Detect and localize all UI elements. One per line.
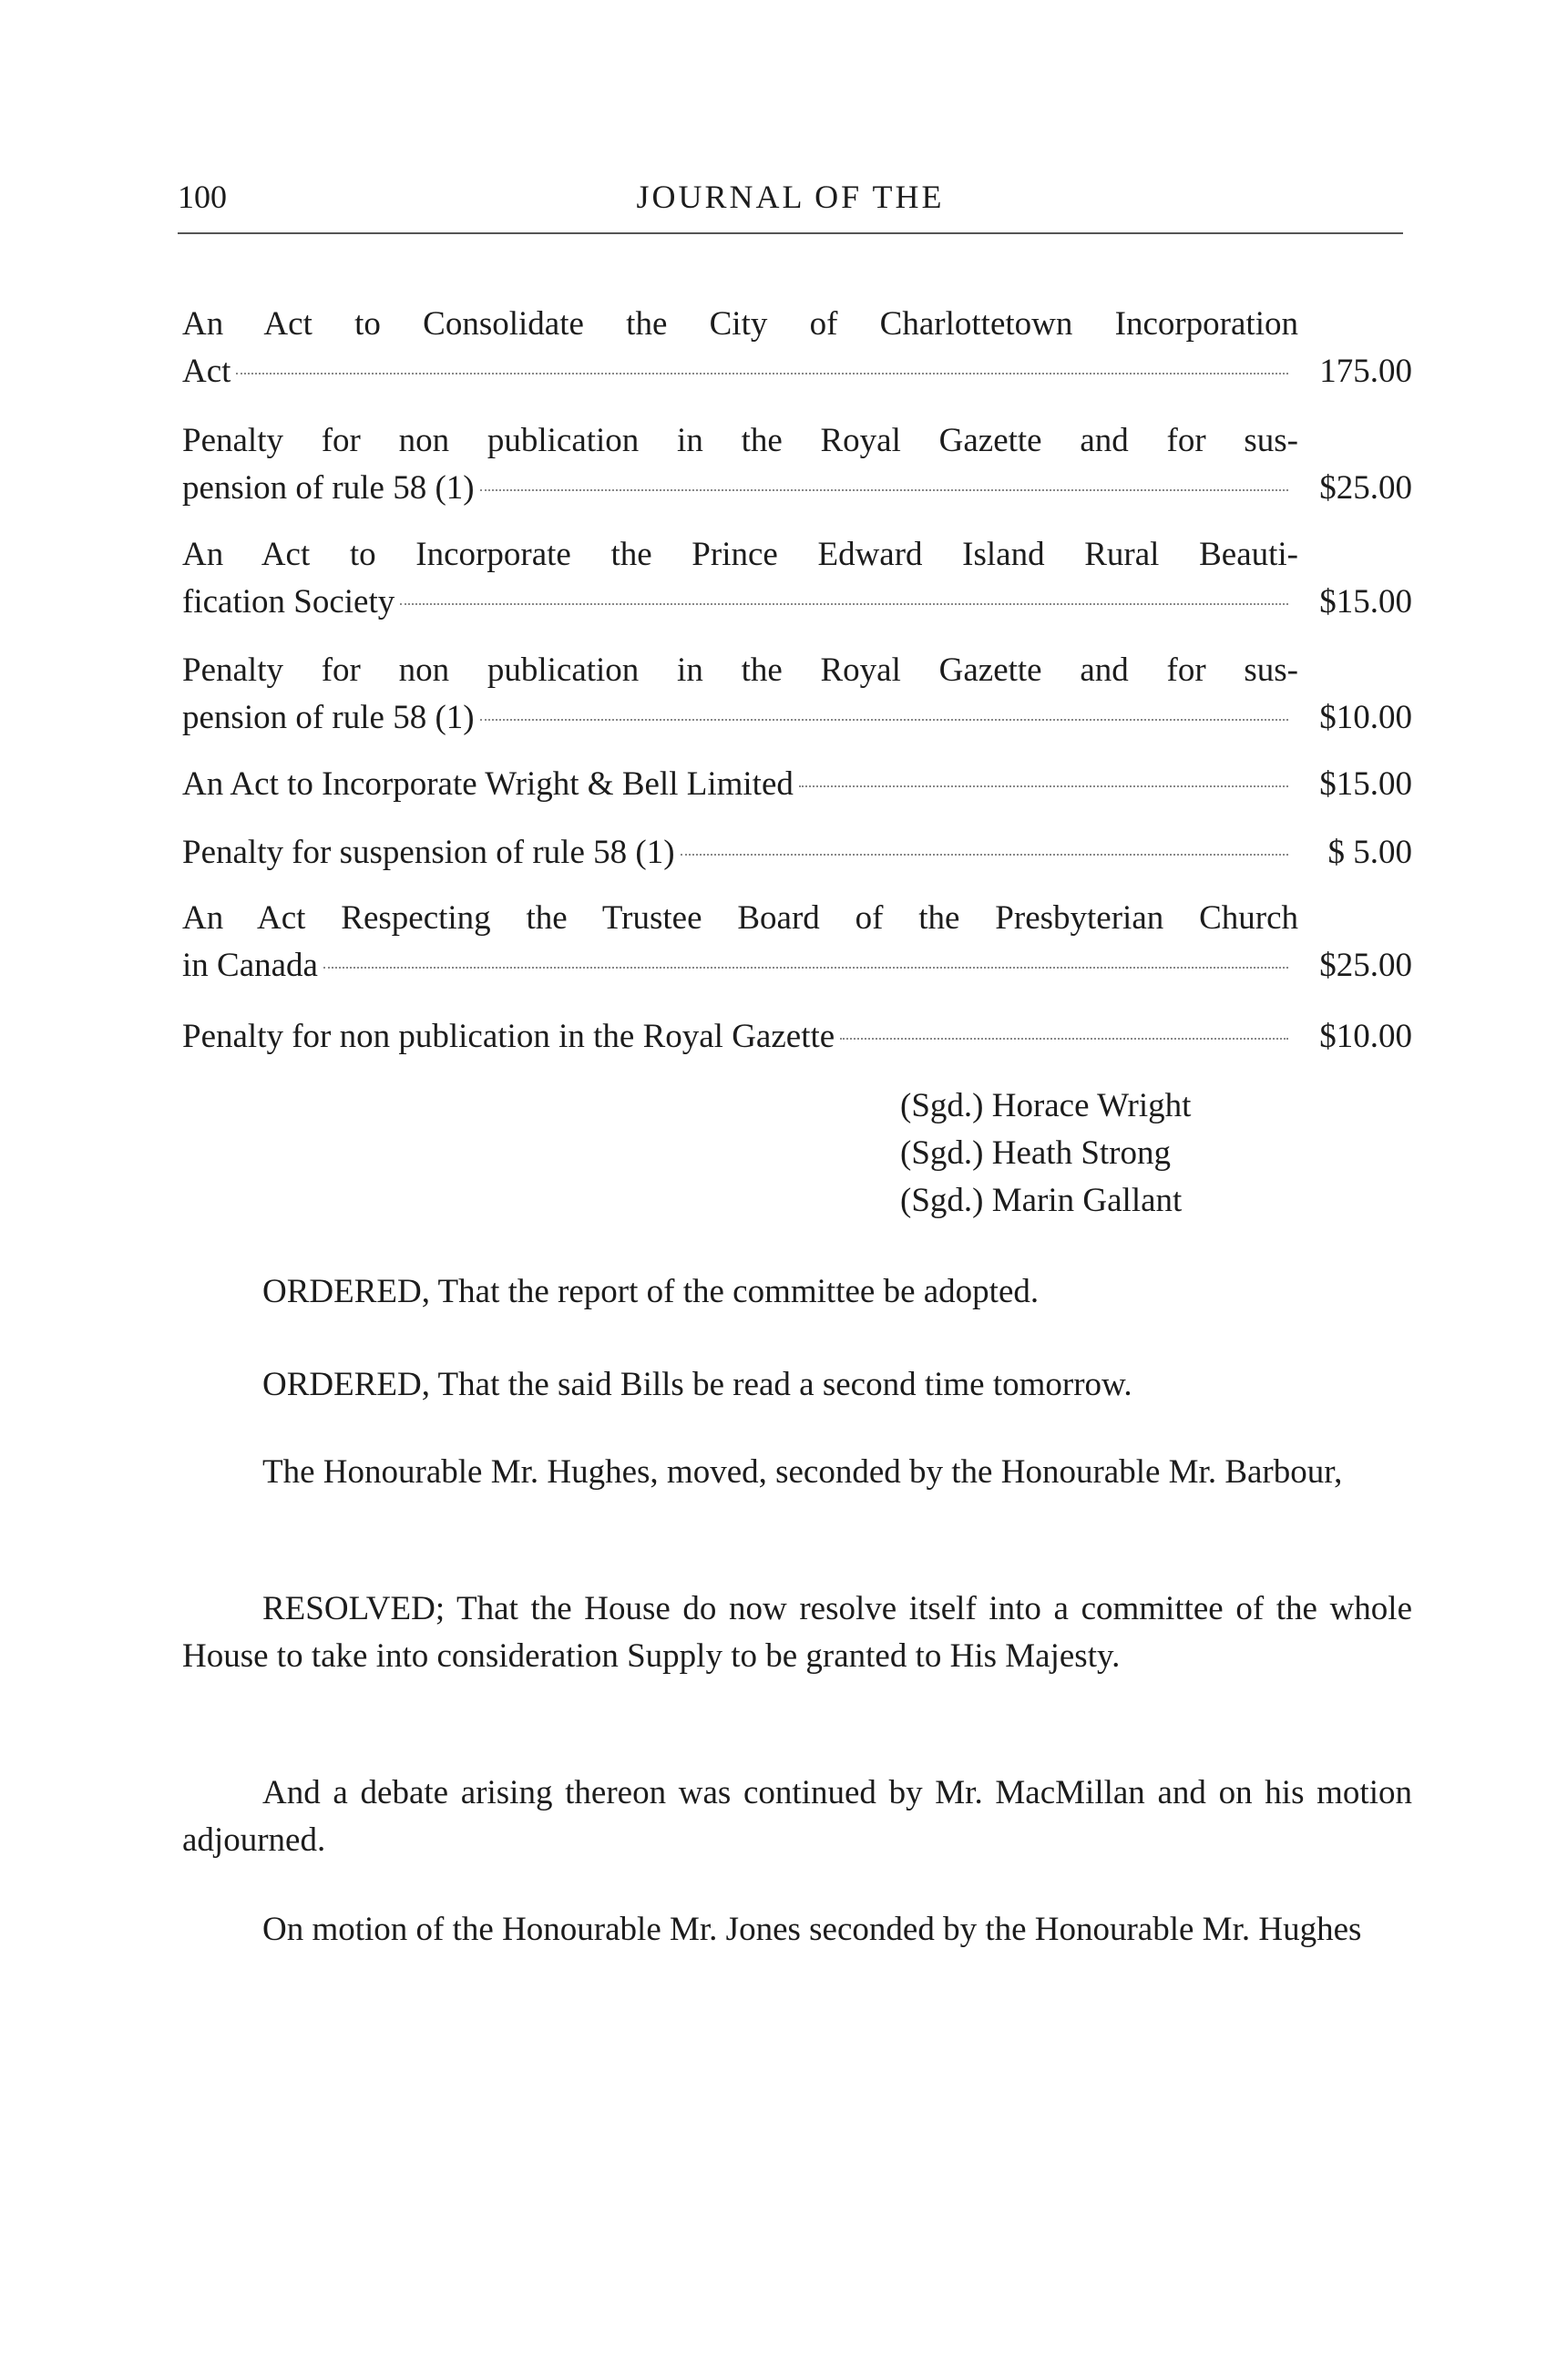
item-amount: 175.00 [1319,353,1412,390]
item-last-line [182,694,1412,742]
item-description: Penalty for non publication in the Royal Gazette [182,1018,835,1055]
page-header [178,178,1403,234]
item-description-end: in Canada [182,947,318,984]
bill-fee-item [182,417,1412,512]
item-first-line: An Act to Incorporate the Prince Edward Island Rural Beauti- [182,536,1298,573]
debate-paragraph: And a debate arising thereon was continued by Mr. MacMillan and on his motion adjourned. [182,1774,1412,1859]
item-description: Penalty for suspension of rule 58 (1) [182,834,675,871]
bill-fee-item [182,895,1412,990]
item-amount: $15.00 [1319,583,1412,621]
item-first-line: Penalty for non publication in the Royal Gazette and for sus- [182,422,1298,459]
item-first-line: An Act to Consolidate the City of Charlottetown Incorporation [182,305,1298,343]
item-last-line [182,1013,1412,1061]
item-amount: $25.00 [1319,947,1412,984]
signature-line: (Sgd.) Heath Strong [900,1134,1171,1172]
item-last-line [182,942,1412,990]
item-amount: $25.00 [1319,469,1412,507]
bill-fee-item [182,647,1412,742]
dot-leader [480,719,1288,721]
item-first-line: An Act Respecting the Trustee Board of the Presbyterian Church [182,899,1298,937]
signature-block [900,1082,1191,1225]
bill-fee-item [182,301,1412,395]
item-last-line [182,579,1412,626]
signature-line: (Sgd.) Marin Gallant [900,1182,1183,1219]
resolved-paragraph: RESOLVED; That the House do now resolve itself into a committee of the whole House to take into consideration Supply to be granted to His Majesty. [182,1590,1412,1675]
item-description: An Act to Incorporate Wright & Bell Limited [182,765,794,803]
bill-fee-item [182,761,1412,808]
dot-leader [799,785,1288,787]
dot-leader [480,489,1288,491]
item-last-line [182,761,1412,808]
bill-fee-item [182,531,1412,626]
ordered-paragraph: ORDERED, That the said Bills be read a second time tomorrow. [262,1366,1132,1403]
item-amount: $10.00 [1319,699,1412,736]
item-last-line [182,829,1412,877]
item-description-end: pension of rule 58 (1) [182,469,475,507]
dot-leader [236,373,1288,374]
page-number: 100 [178,179,227,215]
bill-fee-item [182,1013,1412,1061]
signature-line: (Sgd.) Horace Wright [900,1087,1192,1124]
item-first-line: Penalty for non publication in the Royal Gazette and for sus- [182,651,1298,689]
dot-leader [681,854,1288,856]
item-last-line [182,465,1412,512]
motion-paragraph: On motion of the Honourable Mr. Jones seconded by the Honourable Mr. Hughes [262,1911,1362,1948]
item-last-line [182,348,1412,395]
motion-paragraph: The Honourable Mr. Hughes, moved, seconded by the Honourable Mr. Barbour, [262,1453,1343,1491]
dot-leader [400,603,1288,605]
dot-leader [840,1038,1288,1040]
item-description-end: Act [182,353,231,390]
item-amount: $ 5.00 [1327,834,1412,871]
ordered-paragraph: ORDERED, That the report of the committee be adopted. [262,1273,1040,1310]
running-head: JOURNAL OF THE [636,179,945,215]
dot-leader [323,967,1288,969]
item-description-end: fication Society [182,583,395,621]
bill-fee-item [182,829,1412,877]
item-amount: $10.00 [1319,1018,1412,1055]
item-description-end: pension of rule 58 (1) [182,699,475,736]
item-amount: $15.00 [1319,765,1412,803]
